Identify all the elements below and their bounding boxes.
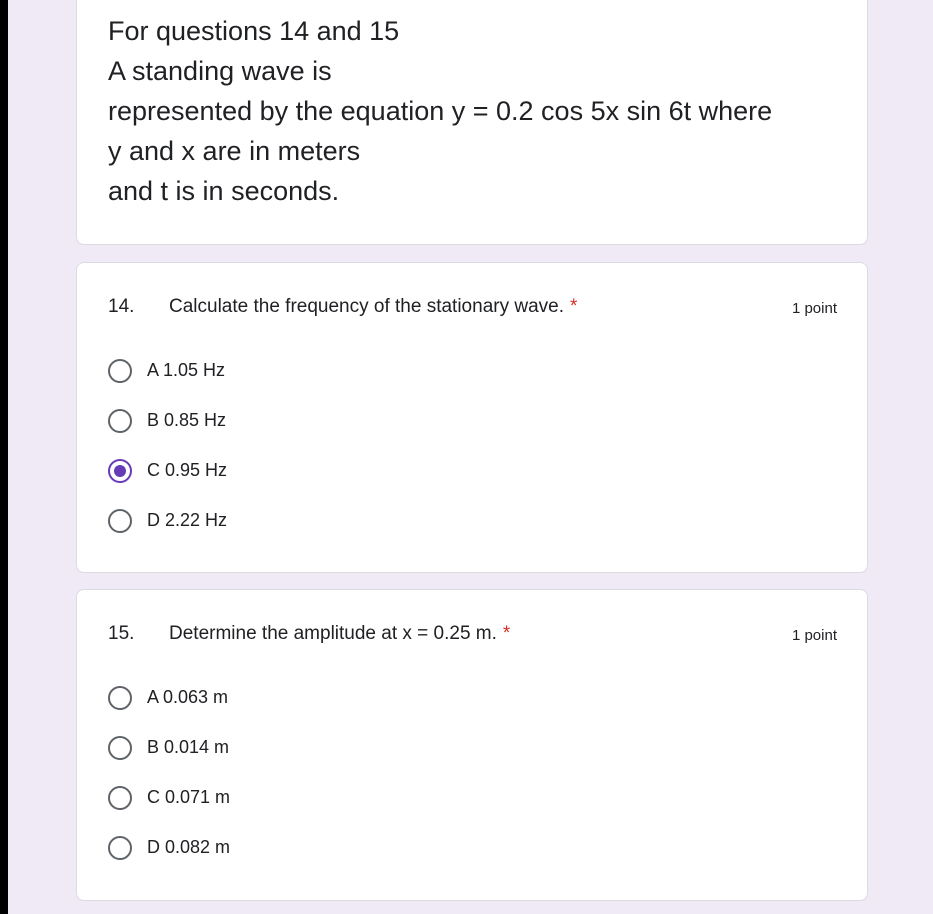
- intro-line: For questions 14 and 15: [108, 16, 400, 46]
- radio-group: [108, 359, 508, 559]
- intro-line: A standing wave is: [108, 56, 332, 86]
- radio-button[interactable]: [108, 786, 132, 810]
- question-text: Determine the amplitude at x = 0.25 m.: [169, 623, 497, 644]
- required-asterisk: *: [502, 623, 511, 644]
- intro-line: represented by the equation y = 0.2 cos 5x sin 6t where: [108, 96, 773, 126]
- question-number: 15.: [108, 623, 135, 644]
- radio-option-a[interactable]: [108, 686, 508, 736]
- option-label: B 0.85 Hz: [147, 410, 227, 430]
- left-edge-bar: [0, 0, 8, 914]
- radio-option-b[interactable]: [108, 736, 508, 786]
- question-text-wrap: [169, 623, 510, 645]
- option-label: D 0.082 m: [147, 837, 231, 857]
- option-label: A 1.05 Hz: [147, 360, 226, 380]
- radio-button[interactable]: [108, 509, 132, 533]
- radio-option-c[interactable]: [108, 786, 508, 836]
- radio-option-d[interactable]: [108, 836, 508, 886]
- option-label: B 0.014 m: [147, 737, 230, 757]
- option-label: C 0.071 m: [147, 787, 231, 807]
- question-text: Calculate the frequency of the stationary wave.: [169, 296, 565, 317]
- question-text-wrap: [169, 296, 577, 318]
- radio-group: [108, 686, 508, 886]
- radio-option-c[interactable]: [108, 459, 508, 509]
- radio-option-d[interactable]: [108, 509, 508, 559]
- option-label: D 2.22 Hz: [147, 510, 228, 530]
- question-card-14: [76, 262, 868, 573]
- radio-option-a[interactable]: [108, 359, 508, 409]
- radio-button-selected[interactable]: [108, 459, 132, 483]
- intro-line: y and x are in meters: [108, 136, 361, 166]
- radio-button[interactable]: [108, 836, 132, 860]
- intro-line: and t is in seconds.: [108, 176, 340, 206]
- radio-button[interactable]: [108, 686, 132, 710]
- option-label: C 0.95 Hz: [147, 460, 228, 480]
- radio-button[interactable]: [108, 736, 132, 760]
- radio-button[interactable]: [108, 409, 132, 433]
- question-points: 1 point: [791, 627, 837, 644]
- required-asterisk: *: [570, 296, 578, 317]
- option-label: A 0.063 m: [147, 687, 229, 707]
- radio-button[interactable]: [108, 359, 132, 383]
- question-points: 1 point: [791, 300, 837, 317]
- intro-text: [108, 11, 848, 211]
- intro-card: [76, 0, 868, 245]
- radio-option-b[interactable]: [108, 409, 508, 459]
- question-number: 14.: [108, 296, 135, 317]
- question-card-15: [76, 589, 868, 901]
